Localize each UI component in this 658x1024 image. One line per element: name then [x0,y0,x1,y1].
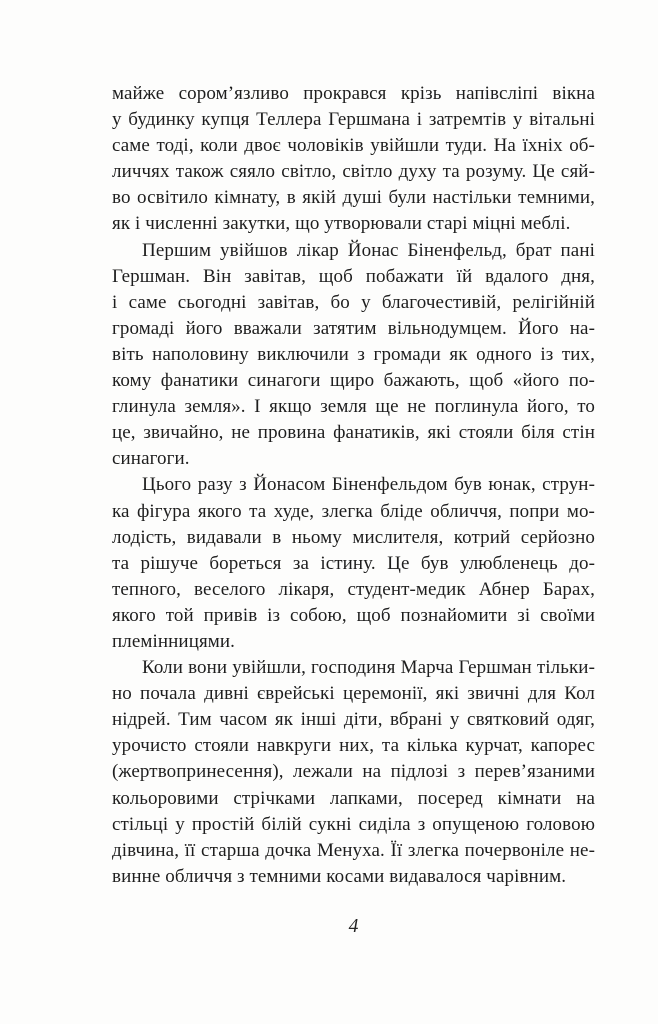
text-line: Коли вони увійшли, господиня Марча Гершман тільки- [142,657,595,679]
text-line: саме тоді, коли двоє чоловіків увійшли туди. На їхніх об- [112,135,595,157]
page-text-block [112,81,595,890]
page-number: 4 [348,916,359,937]
text-line: племінницями. [112,630,236,652]
text-line: дівчина, її старша дочка Менуха. Її злегка почервоніле не- [112,839,595,861]
text-line: якого той привів із собою, щоб познайомити зі своїми [112,604,595,626]
text-line: як і численні закутки, що утворювали старі міцні меблі. [112,213,571,235]
text-line: Гершман. Він завітав, щоб побажати їй вдалого дня, [112,265,595,287]
text-line: лодість, видавали в ньому мислителя, котрий серйозно [112,526,595,548]
text-line: Цього разу з Йонасом Біненфельдом був юнак, струн- [142,474,595,496]
text-line: нідрей. Тим часом як інші діти, вбрані у святковий одяг, [112,709,595,731]
text-line: синагоги. [112,448,190,470]
text-line: і саме сьогодні завітав, бо у благочестивій, релігійній [112,291,595,313]
paragraph [112,655,595,890]
paragraph [112,238,595,473]
text-line: майже сором’язливо прокрався крізь напівсліпі вікна [112,83,595,104]
text-line: Першим увійшов лікар Йонас Біненфельд, брат пані [142,239,595,261]
text-line: кому фанатики синагоги щиро бажають, щоб «його по- [112,370,595,392]
text-line: стільці у простій білій сукні сиділа з опущеною головою [112,813,595,835]
text-line: та рішуче бореться за істину. Це був улюбленець до- [112,552,595,574]
text-line: ка фігура якого та худе, злегка бліде обличчя, попри мо- [112,500,595,522]
text-line: кольоровими стрічками лапками, посеред кімнати на [112,787,595,809]
paragraph [112,472,595,655]
text-line: глинула земля». І якщо земля ще не поглинула його, то [112,396,595,418]
text-line: громаді його вважали затятим вільнодумцем. Його на- [112,317,595,339]
paragraph [112,81,595,238]
text-line: тепного, веселого лікаря, студент-медик Абнер Барах, [112,578,595,600]
text-line: винне обличчя з темними косами видавалося чарівним. [112,865,567,887]
text-line: у будинку купця Теллера Гершмана і затремтів у вітальні [112,109,595,131]
text-line: (жертвопринесення), лежали на підлозі з перев’язаними [112,761,595,783]
text-line: віть наполовину виключили з громади як одного із тих, [112,343,595,365]
text-line: урочисто стояли навкруги них, та кілька курчат, капорес [112,735,595,757]
text-line: во освітило кімнату, в якій душі були настільки темними, [112,187,595,209]
text-line: це, звичайно, не провина фанатиків, які стояли біля стін [112,422,595,444]
text-line: но почала дивні єврейські церемонії, які звичні для Кол [112,683,595,705]
text-line: личчях також сяяло світло, світло духу та розуму. Це сяй- [112,161,595,183]
